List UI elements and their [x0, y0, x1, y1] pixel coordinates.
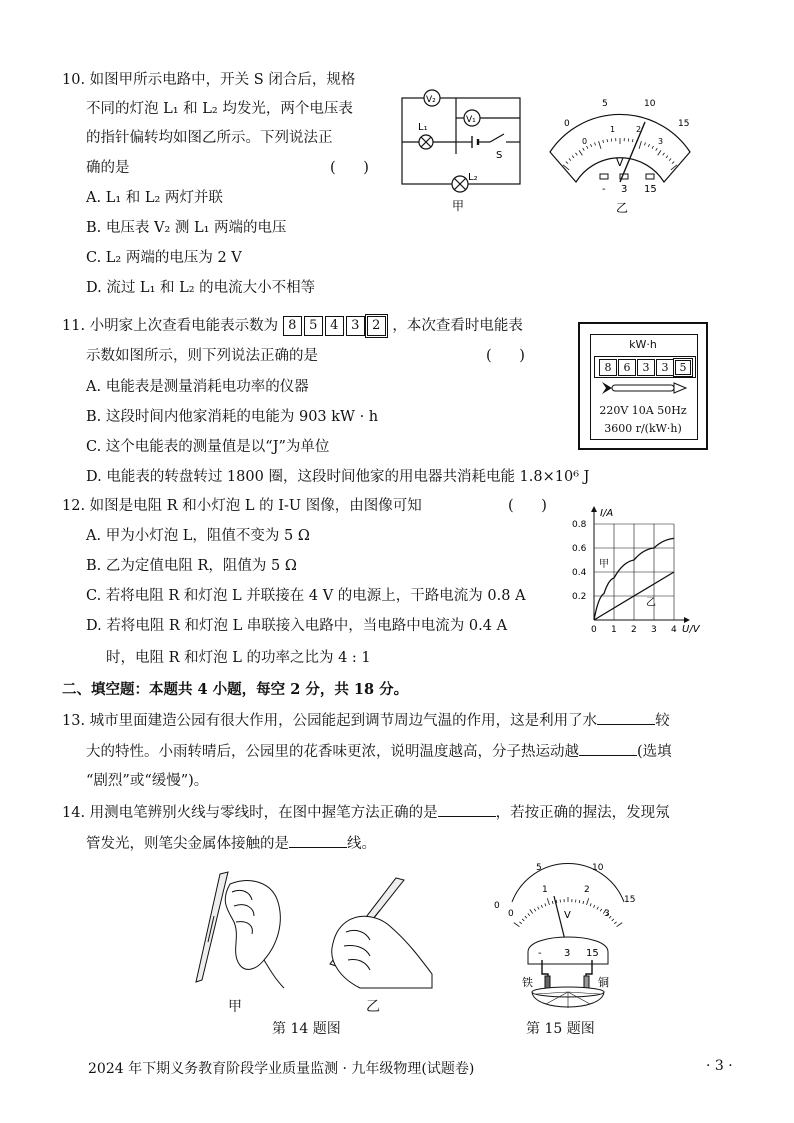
q10-option-c: C. L₂ 两端的电压为 2 V	[86, 250, 242, 266]
q12-option-d: D. 若将电阻 R 和灯泡 L 串联接入电路中，当电路中电流为 0.4 A	[86, 618, 508, 634]
f15-tick	[590, 903, 591, 906]
q13-line-2	[86, 741, 672, 762]
fig15-caption: 第 15 题图	[526, 1021, 595, 1037]
meter-digit: 3	[656, 359, 674, 376]
q13-blank-1[interactable]	[597, 710, 655, 725]
f15-scale-top-5: 5	[536, 863, 542, 873]
q11-prev-reading	[283, 318, 393, 334]
x-tick-label: 1	[611, 625, 617, 635]
q11-stem-post: ，本次查看时电能表	[392, 318, 523, 334]
f15-tick	[617, 923, 623, 927]
f15-tick	[579, 900, 580, 903]
fig14-caption: 第 14 题图	[272, 1021, 341, 1037]
q11-option-d: D. 电能表的转盘转过 1800 圈，这段时间他家的用电器共消耗电能 1.8×10⁶ J	[86, 469, 590, 485]
q11-answer-paren[interactable]: ( )	[486, 348, 525, 364]
q10-voltmeter-diagram	[544, 82, 698, 222]
scale-top-0: 0	[564, 119, 570, 129]
q13-blank-2[interactable]	[579, 741, 637, 756]
q14-blank-1[interactable]	[438, 802, 496, 817]
x-tick-label: 3	[651, 625, 657, 635]
q14-text-1a: 14. 用测电笔辨别火线与零线时，在图中握笔方法正确的是	[62, 805, 438, 821]
f15-tick	[552, 901, 553, 904]
series-label-jia: 甲	[599, 559, 609, 571]
q10-option-b: B. 电压表 V₂ 测 L₁ 两端的电压	[86, 220, 287, 236]
q14-blank-2[interactable]	[289, 833, 347, 848]
y-axis-arrow	[591, 506, 597, 512]
q10-stem-2: 不同的灯泡 L₁ 和 L₂ 均发光，两个电压表	[86, 101, 353, 117]
fig14-label-jia: 甲	[228, 999, 242, 1015]
q12-option-c: C. 若将电阻 R 和灯泡 L 并联接在 4 V 的电源上，干路电流为 0.8 A	[86, 588, 526, 604]
meter-digit: 3	[637, 359, 655, 376]
voltmeter-tick	[632, 139, 633, 142]
fig15-voltmeter-fruit-battery	[488, 856, 648, 1016]
terminal-3: 3	[621, 184, 628, 195]
scale-top-5: 5	[602, 99, 608, 109]
q13-text-1b: 较	[655, 713, 670, 729]
iu-chart	[566, 496, 716, 642]
prev-digit: 5	[304, 316, 323, 336]
q12-option-d-cont: 时，电阻 R 和灯泡 L 的功率之比为 4 : 1	[106, 650, 371, 666]
q11-option-b: B. 这段时间内他家消耗的电能为 903 kW · h	[86, 409, 379, 425]
f15-scale-top-15: 15	[624, 895, 636, 905]
y-tick-label: 0.6	[572, 544, 587, 554]
y-tick-label: 0.4	[572, 568, 587, 578]
q14-text-2a: 管发光，则笔尖金属体接触的是	[86, 836, 289, 852]
q13-line-1	[62, 710, 670, 731]
q10-option-d: D. 流过 L₁ 和 L₂ 的电流大小不相等	[86, 280, 316, 296]
meter-digit: 8	[599, 359, 617, 376]
chart-tick-labels	[572, 520, 677, 635]
scale-bottom-1: 1	[610, 125, 616, 134]
v1-label: V₁	[466, 115, 476, 125]
f15-scale-top-10: 10	[592, 863, 604, 873]
q10-stem-3: 的指针偏转均如图乙所示。下列说法正	[86, 130, 333, 146]
q12-stem: 12. 如图是电阻 R 和小灯泡 L 的 I-U 图像，由图像可知	[62, 498, 422, 514]
f15-scale-bottom-1: 1	[542, 885, 548, 895]
f15-terminal-minus: -	[538, 948, 542, 959]
meter-spec-2: 3600 r/(kW·h)	[604, 422, 682, 435]
q11-option-a: A. 电能表是测量消耗电功率的仪器	[86, 379, 309, 395]
chart-xlabel: U/V	[682, 624, 700, 635]
scale-top-15: 15	[678, 119, 690, 129]
l1-label: L₁	[418, 122, 428, 133]
f15-tick	[556, 900, 557, 903]
q10-option-a: A. L₁ 和 L₂ 两灯并联	[86, 190, 223, 206]
f15-tick	[519, 922, 521, 924]
q10-circuit-diagram	[396, 84, 526, 216]
prev-digit: 3	[346, 316, 365, 336]
f15-tick	[594, 905, 595, 908]
f15-tick	[597, 907, 598, 910]
voltmeter-tick	[607, 139, 608, 142]
q11-option-c: C. 这个电能表的测量值是以“J”为单位	[86, 439, 330, 455]
test-pen-grip-yi	[300, 870, 440, 990]
f15-scale-bottom-3: 3	[604, 909, 610, 919]
f15-tick	[528, 913, 530, 915]
q12-answer-paren[interactable]: ( )	[508, 498, 547, 514]
f15-tick	[612, 919, 614, 921]
f15-tick	[538, 907, 539, 910]
q14-line-1	[62, 802, 670, 823]
f15-scale-top-0: 0	[494, 901, 500, 911]
fig-jia-caption: 甲	[452, 199, 465, 213]
q11-stem-1	[62, 316, 523, 336]
meter-unit: kW·h	[629, 338, 657, 351]
switch-label: S	[496, 150, 503, 161]
page-number: · 3 ·	[706, 1058, 733, 1074]
y-tick-label: 0.2	[572, 592, 587, 602]
q11-stem-2: 示数如图所示，则下列说法正确的是	[86, 348, 318, 364]
scale-top-10: 10	[644, 99, 656, 109]
f15-tick	[530, 909, 533, 913]
prev-digit: 4	[325, 316, 344, 336]
l2-label: L₂	[468, 172, 478, 183]
chart-grid	[594, 524, 674, 620]
q10-stem-4: 确的是	[86, 160, 130, 176]
test-pen-grip-jia	[180, 862, 300, 990]
scale-bottom-0: 0	[582, 137, 588, 146]
q11-stem-pre: 11. 小明家上次查看电能表示数为	[62, 318, 279, 334]
q13-line-3: “剧烈”或“缓慢”)。	[86, 773, 209, 789]
q13-text-1a: 13. 城市里面建造公园有很大作用，公园能起到调节周边气温的作用，这是利用了水	[62, 713, 598, 729]
fig-yi-caption: 乙	[616, 201, 629, 215]
q12-option-b: B. 乙为定值电阻 R，阻值为 5 Ω	[86, 558, 297, 574]
x-tick-label: 4	[671, 625, 677, 635]
section-2-title: 二、填空题：本题共 4 小题，每空 2 分，共 18 分。	[62, 681, 409, 698]
prev-digit-decimal: 2	[367, 316, 386, 336]
series-label-yi: 乙	[646, 597, 656, 609]
scale-bottom-3: 3	[658, 137, 664, 146]
meter-digit-decimal: 5	[675, 360, 691, 375]
q13-text-2b: (选填	[637, 744, 672, 760]
f15-terminal-3: 3	[564, 948, 571, 959]
x-tick-label: 2	[631, 625, 637, 635]
voltmeter-unit: V	[616, 156, 624, 169]
f15-tick	[547, 898, 549, 905]
q13-text-2a: 大的特性。小雨转晴后，公园里的花香味更浓，说明温度越高，分子热运动越	[86, 744, 579, 760]
f15-tick	[525, 916, 527, 918]
q14-text-2b: 线。	[347, 836, 376, 852]
energy-meter	[578, 322, 708, 450]
meter-spec-1: 220V 10A 50Hz	[599, 404, 687, 417]
q12-option-a: A. 甲为小灯泡 L，阻值不变为 5 Ω	[86, 528, 310, 544]
terminal-15: 15	[644, 184, 657, 195]
v2-label: V₂	[426, 95, 436, 105]
electrode-iron: 铁	[522, 976, 533, 989]
q14-line-2	[86, 833, 376, 854]
terminal-minus: -	[602, 184, 606, 195]
f15-terminal-15: 15	[586, 948, 599, 959]
q10-stem-1: 10. 如图甲所示电路中，开关 S 闭合后，规格	[62, 72, 356, 88]
meter-digit: 6	[618, 359, 636, 376]
x-axis-arrow	[684, 617, 690, 623]
f15-unit: V	[564, 910, 571, 921]
prev-digit: 8	[283, 316, 302, 336]
f15-tick	[600, 909, 602, 912]
f15-tick	[522, 919, 524, 921]
scale-bottom-2: 2	[636, 125, 642, 134]
chart-ylabel: I/A	[600, 508, 614, 519]
y-tick-label: 0.8	[572, 520, 587, 530]
f15-tick	[614, 922, 616, 924]
f15-scale-bottom-0: 0	[508, 909, 514, 919]
page-footer: 2024 年下期义务教育阶段学业质量监测 · 九年级物理(试题卷)	[88, 1061, 475, 1077]
f15-tick	[514, 923, 520, 927]
f15-scale-bottom-2: 2	[584, 885, 590, 895]
meter-disc-arrow	[600, 380, 690, 396]
f15-tick	[587, 898, 589, 905]
electrode-copper: 铜	[598, 976, 609, 989]
q10-answer-paren[interactable]: ( )	[330, 160, 369, 176]
x-tick-label: 0	[591, 625, 597, 635]
f15-tick	[545, 903, 546, 906]
meter-digits	[594, 356, 696, 378]
f15-tick	[541, 905, 542, 908]
q14-text-1b: ，若按正确的握法，发现氖	[495, 805, 670, 821]
f15-tick	[583, 901, 584, 904]
fig14-label-yi: 乙	[366, 999, 380, 1015]
f15-tick	[534, 909, 536, 912]
